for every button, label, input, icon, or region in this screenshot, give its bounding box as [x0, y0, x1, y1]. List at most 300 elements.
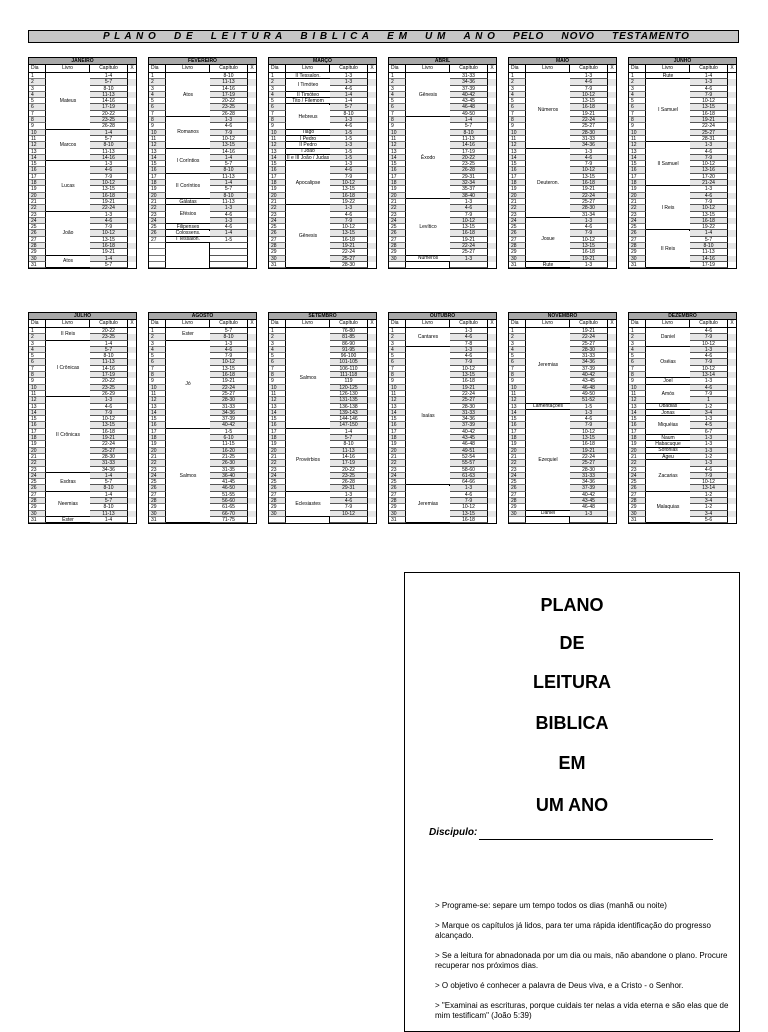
chapter-cell: 25-27 — [330, 256, 368, 262]
day-cell: 25 — [269, 479, 286, 485]
day-cell: 20 — [509, 448, 526, 454]
day-cell: 3 — [29, 86, 46, 92]
day-cell: 20 — [269, 193, 286, 199]
chapter-cell: 6-10 — [210, 435, 248, 441]
day-cell: 12 — [269, 397, 286, 403]
day-cell: 28 — [389, 243, 406, 249]
header-check: X — [250, 65, 254, 71]
book-label: Mateus — [46, 73, 90, 130]
day-cell: 6 — [389, 104, 406, 110]
chapter-cell: 25-27 — [690, 130, 728, 136]
day-cell: 7 — [149, 111, 166, 117]
day-cell: 17 — [509, 174, 526, 180]
book-label: Jeremias — [406, 486, 450, 524]
title-word: P L A N O — [103, 31, 157, 42]
book-label: II Reis — [46, 328, 90, 341]
header-book: Livro — [166, 65, 210, 72]
month-name: JULHO — [29, 313, 136, 320]
day-cell: 30 — [269, 256, 286, 262]
book-label: II e III João / Judas — [286, 154, 330, 161]
day-cell: 17 — [389, 429, 406, 435]
chapter-cell: 8-10 — [210, 167, 248, 173]
day-cell: 6 — [269, 104, 286, 110]
chapter-cell: 4-6 — [570, 155, 608, 161]
chapter-cell: 29-31 — [450, 174, 488, 180]
book-label: I Reis — [646, 186, 690, 230]
day-cell: 31 — [269, 262, 286, 268]
chapter-cell: 1-4 — [330, 98, 368, 104]
book-label: Lamentações — [526, 404, 570, 410]
month-name: NOVEMBRO — [509, 313, 616, 320]
day-cell: 1 — [389, 328, 406, 334]
header-day: Dia — [29, 65, 46, 72]
day-cell: 27 — [149, 492, 166, 498]
chapter-cell: 16-18 — [450, 230, 488, 236]
chapter-cell: 14-16 — [450, 142, 488, 148]
chapter-cell: 19-21 — [330, 243, 368, 249]
day-cell: 3 — [149, 86, 166, 92]
day-cell: 23 — [629, 212, 646, 218]
check-cell — [248, 262, 256, 268]
chapter-cell: 25-27 — [570, 460, 608, 466]
chapter-cell: 13-15 — [330, 186, 368, 192]
header-check: X — [130, 320, 134, 326]
day-cell: 25 — [149, 224, 166, 230]
day-cell: 18 — [269, 180, 286, 186]
day-cell: 1 — [509, 328, 526, 334]
chapter-cell: 25-27 — [450, 249, 488, 255]
chapter-cell: 1-4 — [90, 130, 128, 136]
day-cell: 26 — [269, 485, 286, 491]
chapter-cell: 16-18 — [90, 243, 128, 249]
month-table — [28, 57, 137, 269]
chapter-cell: 4-6 — [330, 498, 368, 504]
chapter-cell: 14-16 — [210, 149, 248, 155]
chapter-cell: 19-21 — [90, 435, 128, 441]
header-chapter: Capítulo — [570, 320, 608, 327]
chapter-cell: 22-24 — [450, 243, 488, 249]
chapter-cell: 13-15 — [570, 174, 608, 180]
chapter-cell: 1-5 — [330, 155, 368, 161]
day-cell: 6 — [149, 104, 166, 110]
chapter-cell: 19-21 — [210, 378, 248, 384]
day-cell: 21 — [389, 454, 406, 460]
note-item: > Programe-se: separe um tempo todos os dias (manhã ou noite) — [435, 901, 667, 910]
day-cell: 12 — [629, 397, 646, 403]
chapter-cell: 1-2 — [690, 492, 728, 498]
day-cell: 7 — [629, 366, 646, 372]
chapter-cell: 4-6 — [450, 334, 488, 340]
day-cell: 18 — [29, 435, 46, 441]
chapter-cell: 14-16 — [90, 98, 128, 104]
day-cell: 14 — [389, 410, 406, 416]
chapter-cell: 1-5 — [330, 130, 368, 136]
chapter-cell: 49-51 — [450, 448, 488, 454]
day-cell: 19 — [269, 186, 286, 192]
day-cell: 25 — [509, 479, 526, 485]
check-cell[interactable] — [488, 517, 496, 523]
table-header — [509, 65, 616, 73]
chapter-cell: 16-18 — [450, 378, 488, 384]
day-cell: 5 — [269, 98, 286, 104]
day-cell: 22 — [629, 205, 646, 211]
header-check: X — [370, 65, 374, 71]
day-cell: 2 — [269, 79, 286, 85]
chapter-cell: 26-28 — [450, 167, 488, 173]
table-row — [389, 262, 496, 268]
chapter-cell: 31-33 — [90, 460, 128, 466]
chapter-cell: 28-30 — [570, 130, 608, 136]
day-cell: 25 — [389, 479, 406, 485]
chapter-cell: 1-5 — [210, 237, 248, 243]
day-cell: 21 — [269, 199, 286, 205]
day-cell: 29 — [629, 504, 646, 510]
book-label: I Coríntios — [166, 149, 210, 174]
chapter-cell: 28-30 — [90, 454, 128, 460]
chapter-cell: 31-33 — [210, 404, 248, 410]
day-cell: 31 — [149, 517, 166, 523]
chapter-cell: 28-30 — [210, 397, 248, 403]
day-cell: 12 — [269, 142, 286, 148]
chapter-cell: 21-24 — [690, 180, 728, 186]
day-cell: 2 — [149, 334, 166, 340]
chapter-cell: 71-75 — [210, 517, 248, 523]
chapter-cell: 10-12 — [450, 504, 488, 510]
chapter-cell: 8-10 — [330, 441, 368, 447]
chapter-cell: 20-22 — [90, 378, 128, 384]
check-cell[interactable] — [128, 517, 136, 523]
chapter-cell: 41-45 — [210, 479, 248, 485]
day-cell: 31 — [629, 517, 646, 523]
day-cell: 22 — [389, 460, 406, 466]
header-day: Dia — [149, 320, 166, 327]
title-word: L E I T U R A — [210, 31, 284, 42]
check-cell[interactable] — [368, 262, 376, 268]
day-cell: 24 — [29, 473, 46, 479]
day-cell: 3 — [269, 86, 286, 92]
day-cell: 23 — [269, 467, 286, 473]
chapter-cell: 5-7 — [210, 328, 248, 334]
chapter-cell: 10-12 — [210, 359, 248, 365]
chapter-cell: 10-12 — [90, 416, 128, 422]
chapter-cell: 11-13 — [90, 511, 128, 517]
chapter-cell: 16-18 — [330, 193, 368, 199]
day-cell: 1 — [29, 328, 46, 334]
day-cell: 30 — [509, 511, 526, 517]
chapter-cell: 1-2 — [690, 504, 728, 510]
chapter-cell: 5-7 — [90, 79, 128, 85]
day-cell: 11 — [629, 136, 646, 142]
day-cell: 8 — [389, 117, 406, 123]
chapter-cell: 13-14 — [690, 485, 728, 491]
day-cell: 27 — [269, 237, 286, 243]
chapter-cell: 32-34 — [450, 180, 488, 186]
day-cell: 19 — [629, 186, 646, 192]
day-cell: 2 — [389, 79, 406, 85]
title-word: E M — [387, 31, 408, 42]
chapter-cell: 25-27 — [570, 199, 608, 205]
chapter-cell: 7-9 — [210, 353, 248, 359]
day-cell: 11 — [29, 391, 46, 397]
table-body — [149, 328, 256, 523]
note-item: > "Examinai as escrituras, porque cuidais ter nelas a vida eterna e são elas que de mim testificam" (João 5:39) — [435, 1001, 729, 1020]
chapter-cell: 8-10 — [90, 504, 128, 510]
chapter-cell: 28-30 — [450, 404, 488, 410]
chapter-cell: 1-3 — [690, 347, 728, 353]
day-cell: 30 — [389, 511, 406, 517]
day-cell: 3 — [509, 341, 526, 347]
check-cell[interactable] — [728, 262, 736, 268]
day-cell: 3 — [629, 341, 646, 347]
title-word: B I B L I C A — [300, 31, 370, 42]
book-label: II Samuel — [646, 142, 690, 186]
book-label: Marcos — [46, 130, 90, 162]
chapter-cell: 5-7 — [450, 123, 488, 129]
day-cell: 4 — [269, 347, 286, 353]
chapter-cell: 16-18 — [330, 237, 368, 243]
chapter-cell: 8-10 — [90, 353, 128, 359]
chapter-cell: 4-6 — [330, 86, 368, 92]
discipulo-input-line[interactable] — [479, 839, 713, 840]
day-cell: 10 — [629, 130, 646, 136]
book-label: I Timóteo — [286, 79, 330, 92]
day-cell: 6 — [29, 359, 46, 365]
day-cell: 12 — [509, 142, 526, 148]
day-cell: 20 — [29, 193, 46, 199]
chapter-cell: 31-33 — [570, 136, 608, 142]
chapter-cell: 1-3 — [330, 73, 368, 79]
day-cell: 11 — [29, 136, 46, 142]
day-cell: 2 — [509, 79, 526, 85]
chapter-cell: 19-21 — [90, 249, 128, 255]
day-cell: 28 — [509, 498, 526, 504]
day-cell: 4 — [629, 347, 646, 353]
book-label: Atos — [166, 73, 210, 117]
day-cell: 25 — [29, 479, 46, 485]
header-book: Livro — [526, 65, 570, 72]
day-cell: 25 — [269, 224, 286, 230]
day-cell: 15 — [149, 416, 166, 422]
chapter-cell: 13-15 — [210, 142, 248, 148]
chapter-cell: 13-15 — [330, 230, 368, 236]
note-item: > Marque os capítulos já lidos, para ter uma rápida identificação do progresso alcançado. — [435, 921, 711, 940]
chapter-cell: 1-3 — [330, 142, 368, 148]
day-cell: 30 — [269, 511, 286, 517]
day-cell: 27 — [29, 492, 46, 498]
day-cell: 14 — [269, 410, 286, 416]
day-cell: 18 — [389, 435, 406, 441]
chapter-cell: 101-105 — [330, 359, 368, 365]
header-day: Dia — [269, 65, 286, 72]
chapter-cell — [450, 262, 488, 268]
day-cell: 8 — [269, 117, 286, 123]
day-cell: 28 — [629, 498, 646, 504]
day-cell: 9 — [29, 123, 46, 129]
day-cell: 24 — [389, 218, 406, 224]
day-cell: 2 — [29, 334, 46, 340]
header-book: Livro — [406, 320, 450, 327]
book-label: Miquéias — [646, 416, 690, 435]
day-cell: 31 — [509, 262, 526, 268]
chapter-cell: 8-10 — [90, 142, 128, 148]
day-cell: 28 — [629, 243, 646, 249]
check-cell[interactable] — [248, 517, 256, 523]
chapter-cell: 10-12 — [690, 366, 728, 372]
day-cell: 13 — [269, 149, 286, 155]
day-cell: 11 — [149, 136, 166, 142]
day-cell: 26 — [389, 230, 406, 236]
chapter-cell: 5-7 — [90, 498, 128, 504]
chapter-cell: 4-6 — [570, 416, 608, 422]
chapter-cell: 5-6 — [690, 517, 728, 523]
chapter-cell: 26-28 — [210, 111, 248, 117]
chapter-cell: 43-45 — [570, 498, 608, 504]
book-cell — [526, 517, 570, 523]
chapter-cell: 40-42 — [570, 492, 608, 498]
day-cell: 7 — [629, 111, 646, 117]
page-title — [29, 31, 738, 43]
chapter-cell: 37-39 — [570, 485, 608, 491]
chapter-cell: 91-95 — [330, 347, 368, 353]
chapter-cell: 1-3 — [570, 73, 608, 79]
chapter-cell: 7-9 — [690, 199, 728, 205]
chapter-cell: 16-18 — [690, 111, 728, 117]
chapter-cell: 7-9 — [570, 86, 608, 92]
day-cell: 22 — [269, 460, 286, 466]
chapter-cell: 4-6 — [90, 404, 128, 410]
chapter-cell: 20-22 — [450, 155, 488, 161]
header-check: X — [370, 320, 374, 326]
day-cell: 28 — [29, 498, 46, 504]
check-cell[interactable] — [608, 262, 616, 268]
table-header — [269, 320, 376, 328]
chapter-cell: 19-21 — [570, 256, 608, 262]
chapter-cell: 46-48 — [570, 504, 608, 510]
header-chapter: Capítulo — [570, 65, 608, 72]
day-cell: 6 — [149, 359, 166, 365]
chapter-cell: 86-90 — [330, 341, 368, 347]
chapter-cell: 1-3 — [570, 511, 608, 517]
day-cell: 3 — [149, 341, 166, 347]
chapter-cell: 13-15 — [450, 511, 488, 517]
header-chapter: Capítulo — [210, 65, 248, 72]
check-cell[interactable] — [128, 262, 136, 268]
day-cell: 3 — [629, 86, 646, 92]
chapter-cell: 7-9 — [570, 230, 608, 236]
table-header — [29, 320, 136, 328]
book-label: Esdras — [46, 473, 90, 492]
day-cell: 13 — [389, 149, 406, 155]
day-cell: 22 — [29, 460, 46, 466]
day-cell: 15 — [509, 161, 526, 167]
chapter-cell: 4-5 — [690, 422, 728, 428]
chapter-cell: 5-7 — [90, 136, 128, 142]
day-cell: 4 — [629, 92, 646, 98]
day-cell: 8 — [29, 372, 46, 378]
chapter-cell: 4-6 — [210, 212, 248, 218]
day-cell: 21 — [629, 199, 646, 205]
chapter-cell: 19-21 — [570, 111, 608, 117]
chapter-cell: 16-18 — [90, 429, 128, 435]
book-label: Oséias — [646, 347, 690, 379]
chapter-cell: 7-9 — [210, 130, 248, 136]
header-check: X — [490, 320, 494, 326]
title-word: A N O — [463, 31, 496, 42]
chapter-cell: 1-3 — [690, 186, 728, 192]
day-cell: 13 — [629, 149, 646, 155]
chapter-cell: 34-36 — [450, 79, 488, 85]
day-cell: 12 — [149, 142, 166, 148]
day-cell: 8 — [509, 117, 526, 123]
day-cell: 27 — [269, 492, 286, 498]
day-cell: 25 — [629, 224, 646, 230]
day-cell: 28 — [29, 243, 46, 249]
chapter-cell: 31-33 — [570, 473, 608, 479]
chapter-cell: 4-6 — [570, 79, 608, 85]
chapter-cell: 55-57 — [450, 460, 488, 466]
chapter-cell — [570, 517, 608, 523]
chapter-cell: 16-18 — [570, 180, 608, 186]
book-label: II Crônicas — [46, 397, 90, 473]
day-cell: 18 — [629, 435, 646, 441]
day-cell: 26 — [629, 485, 646, 491]
header-chapter: Capítulo — [330, 65, 368, 72]
day-cell: 28 — [149, 498, 166, 504]
day-cell: 29 — [509, 249, 526, 255]
chapter-cell: 1-3 — [690, 79, 728, 85]
chapter-cell: 26-29 — [90, 391, 128, 397]
chapter-cell: 4-6 — [330, 167, 368, 173]
header-check: X — [490, 65, 494, 71]
chapter-cell: 7-9 — [450, 359, 488, 365]
chapter-cell: 11-13 — [690, 249, 728, 255]
header-check: X — [250, 320, 254, 326]
table-body — [269, 73, 376, 268]
chapter-cell: 1-4 — [90, 341, 128, 347]
chapter-cell: 8-10 — [690, 243, 728, 249]
chapter-cell: 11-13 — [90, 149, 128, 155]
chapter-cell: 1-5 — [570, 404, 608, 410]
table-header — [269, 65, 376, 73]
month-name: OUTUBRO — [389, 313, 496, 320]
day-cell: 1 — [629, 328, 646, 334]
check-cell[interactable] — [728, 517, 736, 523]
table-body — [269, 328, 376, 523]
table-row — [509, 517, 616, 523]
chapter-cell: 21-25 — [210, 454, 248, 460]
book-label: Zacarias — [646, 460, 690, 492]
chapter-cell: 22-24 — [570, 117, 608, 123]
day-cell: 11 — [509, 136, 526, 142]
chapter-cell: 1-3 — [210, 205, 248, 211]
chapter-cell: 8-10 — [90, 86, 128, 92]
day-cell: 20 — [629, 448, 646, 454]
header-chapter: Capítulo — [90, 65, 128, 72]
chapter-cell: 16-18 — [570, 104, 608, 110]
chapter-cell: 19-22 — [690, 224, 728, 230]
table-header — [389, 65, 496, 73]
chapter-cell: 37-39 — [450, 86, 488, 92]
chapter-cell: 4-6 — [210, 224, 248, 230]
chapter-cell: 4-6 — [90, 218, 128, 224]
day-cell: 21 — [29, 199, 46, 205]
day-cell: 27 — [509, 492, 526, 498]
day-cell: 2 — [269, 334, 286, 340]
day-cell: 11 — [269, 136, 286, 142]
day-cell: 7 — [509, 111, 526, 117]
chapter-cell: 19-21 — [570, 448, 608, 454]
day-cell: 19 — [509, 441, 526, 447]
